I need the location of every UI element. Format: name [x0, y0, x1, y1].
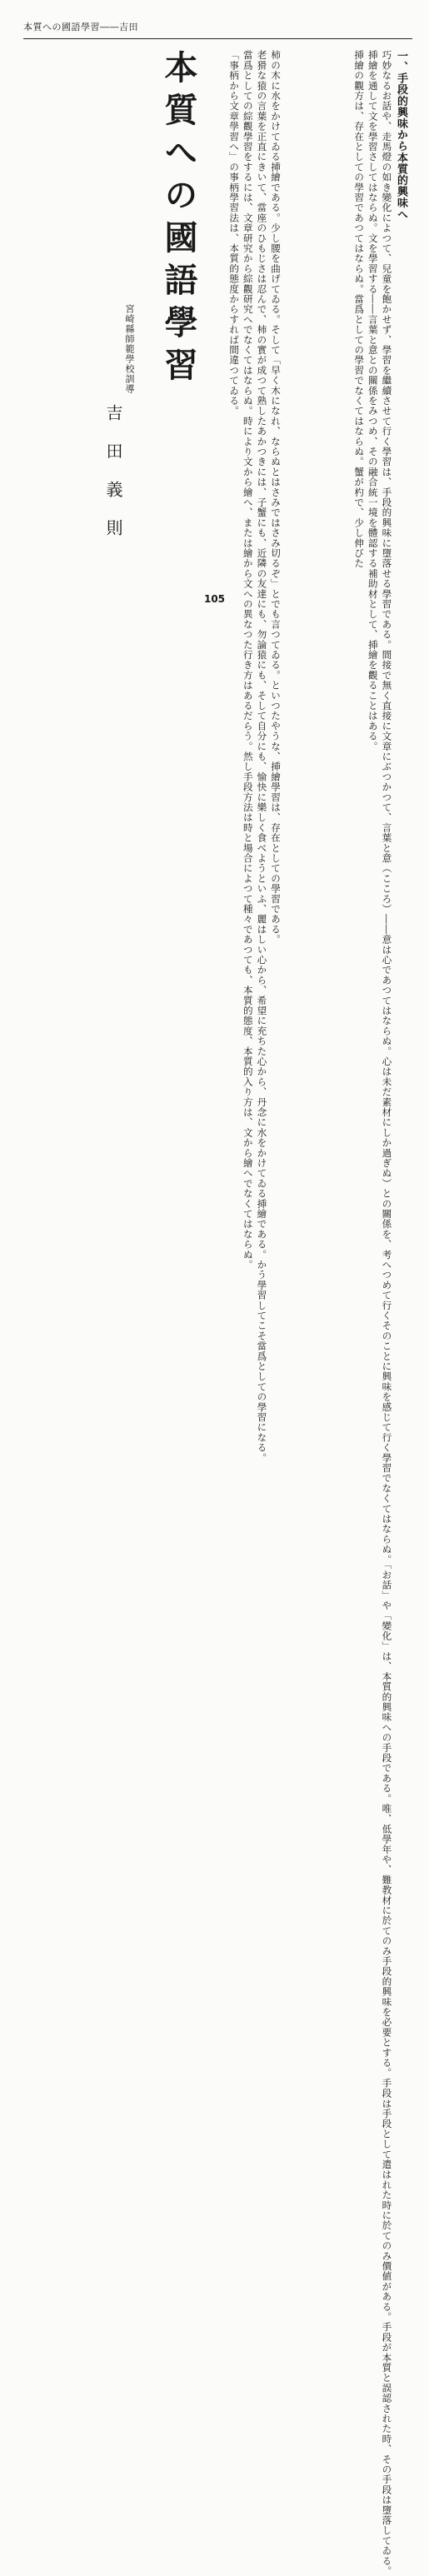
paragraph: 柿の木に水をかけてゐる挿繪である。少し腰を曲げてゐる。そして「早く木になれ、ならぬとはさみではさみ切るぞ」とでも言つてゐる。といつたやうな、挿繪學習は、存在としての學習である。 [270, 50, 282, 945]
left-text-column [227, 50, 282, 1463]
paragraph: 「事柄から文章學習へ」の事柄學習法は、本質的態度からすれば間違つてゐる。 [228, 50, 241, 417]
section-heading: 一、手段的興味から本質的興味へ [395, 50, 407, 220]
article-title: 本質への國語學習 [159, 50, 198, 390]
paragraph: 當爲としての綜觀學習をするには、文章研究から綜觀研究へでなくてはならぬ。時により文から繪へ、または繪から文への異なつた行き方はあるだらう。然し手段方法は時と場合によつて種々であつても、本質的態度、本質的入り方は、文から繪へでなくてはならぬ。 [242, 50, 254, 1270]
right-text-column [352, 50, 407, 2576]
paragraph: 挿繪の觀方は、存在としての學習であつてはならぬ。當爲としての學習でなくてはならぬ。蟹が杓で、少し伸びた [353, 50, 366, 569]
paragraph: 巧妙なるお話や、走馬燈の如き變化によつて、兒童を飽かせず、學習を繼續させて行く學習は、手段的興味に墮落せる學習である。間接で無く直接に文章にぶつかつて、言葉と意（こころ）――意は心であつてはならぬ。心は未だ素材にしか過ぎぬ）との關係を、考へつめて行くそのことに興味を感じて行く學習でなくてはならぬ。「お話」や「變化」は、本質的興味への手段である。唯、低學年や、難教材に於てのみ手段的興味を必要とする。手段は手段として遣はれた時に於てのみ價値がある。手段が本質と誤認された時、その手段は墮落してゐる。 [381, 50, 393, 2576]
author-name: 吉田義則 [103, 404, 123, 557]
page-number: 105 [203, 593, 226, 605]
header-rule [23, 38, 412, 39]
author-affiliation: 宮崎縣師範學校訓導 [124, 304, 135, 394]
paragraph: 老猾な猿の言葉を正直にきいて、當座のひもじさは忍んで、柿の實が成つて熟したあかつきには、子蟹にも、近隣の友達にも、勿論猿にも、そして自分にも、愉快に樂しく食べようといふ、麗はしい心から、希望に充ちた心から、丹念に水をかけてゐる挿繪である。かう學習してこそ當爲としての學習になる。 [256, 50, 268, 1463]
running-head: 本質への國語學習――吉田 [23, 22, 138, 32]
paragraph: 挿繪を通して文を學習さしてはならぬ。文を學習する――言葉と意との關係をみつめ、その融合統一境を體認する補助材として、挿繪を觀ることはある。 [367, 50, 379, 751]
